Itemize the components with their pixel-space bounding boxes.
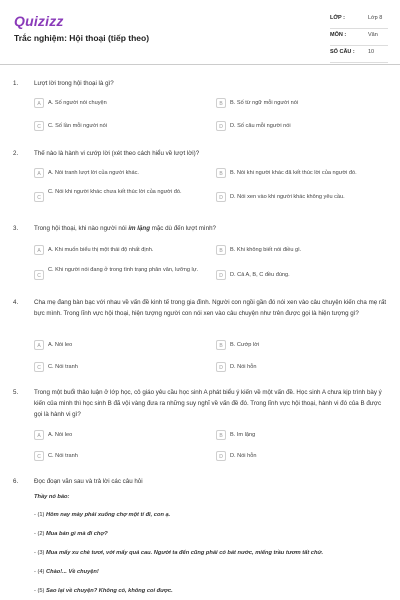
option-a[interactable] — [34, 427, 204, 443]
meta-table — [330, 12, 388, 63]
question-text: Đọc đoạn văn sau và trả lời các câu hỏi — [34, 478, 143, 485]
option-text: C. Số lần mỗi người nói — [48, 123, 108, 129]
option-d[interactable] — [216, 267, 392, 283]
option-d[interactable] — [216, 448, 392, 464]
passage-heading: Thầy nó bảo: — [34, 494, 70, 500]
option-letter: A — [34, 245, 44, 255]
option-d[interactable] — [216, 118, 392, 134]
line-number: - (4) — [34, 569, 47, 575]
option-letter: B — [216, 168, 226, 178]
option-letter: A — [34, 340, 44, 350]
meta-row-class — [330, 12, 388, 29]
option-letter: D — [216, 451, 226, 461]
meta-key: LỚP : — [330, 15, 345, 21]
page-title: Trắc nghiệm: Hội thoại (tiếp theo) — [14, 33, 150, 43]
option-text: B. Cướp lời — [230, 342, 260, 348]
option-text: B. Khi không biết nói điều gì. — [230, 247, 302, 253]
meta-row-subject — [330, 29, 388, 46]
quizizz-logo: Quizizz — [14, 13, 64, 29]
question-text-part: Trong hội thoại, khi nào người nói — [34, 225, 129, 232]
option-b[interactable] — [216, 337, 392, 353]
option-text: D. Nói hỗn — [230, 453, 257, 459]
question-text: Thế nào là hành vi cướp lời (xét theo cách hiểu về lượt lời)? — [34, 150, 200, 157]
option-letter: B — [216, 98, 226, 108]
option-b[interactable] — [216, 427, 392, 443]
option-letter: C — [34, 451, 44, 461]
option-b[interactable] — [216, 165, 392, 181]
option-letter: A — [34, 168, 44, 178]
question-text-part: mặc dù đến lượt mình? — [149, 225, 216, 232]
option-letter: C — [34, 270, 44, 280]
option-b[interactable] — [216, 242, 392, 258]
line-text: Sao lại về chuyện? Không có, không coi được. — [46, 588, 173, 594]
option-letter: A — [34, 98, 44, 108]
passage-line — [34, 512, 170, 518]
meta-value: Lớp 8 — [368, 15, 383, 21]
passage-line — [34, 588, 173, 594]
passage-line — [34, 569, 99, 575]
question-number: 3. — [13, 225, 19, 232]
question-number: 4. — [13, 299, 19, 306]
option-letter: B — [216, 340, 226, 350]
option-c[interactable] — [34, 264, 204, 286]
option-c[interactable] — [34, 448, 204, 464]
option-text: C. Nói tranh — [48, 453, 78, 459]
option-text: A. Nói tranh lượt lời của người khác. — [48, 170, 139, 176]
option-a[interactable] — [34, 95, 204, 111]
option-d[interactable] — [216, 359, 392, 375]
option-text: D. Cả A, B, C đều đúng. — [230, 272, 290, 278]
option-text: C. Nói tranh — [48, 364, 78, 370]
line-number: - (5) — [34, 588, 47, 594]
passage-line — [34, 531, 108, 537]
meta-row-count — [330, 46, 388, 63]
option-text: A. Khi muốn biểu thị một thái độ nhất định. — [48, 247, 154, 253]
line-number: - (1) — [34, 512, 47, 518]
question-text: Cha mẹ đang bàn bạc với nhau về vấn đề kinh tế trong gia đình. Người con ngồi gần đó nói xen vào câu chuyện kiến cha mẹ rất bực mình. Trong lĩnh vực hội thoại, hiện tượng người con nói xen vào câu chuyện như trên được gọi là hiện tượng gì? — [34, 299, 387, 317]
question-number: 6. — [13, 478, 19, 485]
line-text: Mua mấy xu chè tươi, với mấy quả cau. Người ta đến cũng phải có bát nước, miếng trầu tươm tất chứ. — [46, 550, 324, 556]
option-text: C. Khi người nói đang ở trong tình trạng phân vân, lưỡng lự. — [48, 267, 199, 273]
option-letter: C — [34, 362, 44, 372]
question-number: 2. — [13, 150, 19, 157]
option-text: D. Nói hỗn — [230, 364, 257, 370]
option-text: D. Số câu mỗi người nói — [230, 123, 291, 129]
worksheet-header — [0, 0, 400, 62]
option-a[interactable] — [34, 242, 204, 258]
option-letter: C — [34, 192, 44, 202]
question-text — [34, 223, 388, 234]
option-text: A. Nói leo — [48, 432, 73, 438]
option-text: C. Nói khi người khác chưa kết thúc lời của người đó. — [48, 189, 182, 195]
option-c[interactable] — [34, 186, 204, 208]
header-divider — [0, 64, 400, 65]
option-text: B. Im lặng — [230, 432, 256, 438]
option-letter: B — [216, 245, 226, 255]
meta-key: MÔN : — [330, 32, 347, 38]
line-text: Chào!... Về chuyện! — [46, 569, 99, 575]
meta-value: 10 — [368, 49, 375, 55]
line-number: - (3) — [34, 550, 47, 556]
option-text: B. Nói khi người khác đã kết thúc lời của người đó. — [230, 170, 357, 176]
option-letter: D — [216, 192, 226, 202]
option-a[interactable] — [34, 337, 204, 353]
option-text: D. Nói xen vào khi người khác không yêu cầu. — [230, 194, 345, 200]
option-letter: D — [216, 121, 226, 131]
option-c[interactable] — [34, 118, 204, 134]
question-number: 1. — [13, 80, 19, 87]
question-text-emphasis: im lặng — [128, 225, 150, 232]
option-letter: B — [216, 430, 226, 440]
option-letter: D — [216, 270, 226, 280]
option-b[interactable] — [216, 95, 392, 111]
option-a[interactable] — [34, 165, 204, 181]
question-text: Trong một buổi thảo luận ở lớp học, cô giáo yêu cầu học sinh A phát biểu ý kiến về một vấn đề. Học sinh A chưa kịp trình bày ý kiến của mình thì học sinh B đã vội vàng đưa ra những suy nghĩ về vấn đề đó. Trong lĩnh vực hội thoại, hành vi đó của B được gọi là hành vi gì? — [34, 389, 382, 418]
meta-key: SỐ CÂU : — [330, 49, 355, 55]
line-number: - (2) — [34, 531, 47, 537]
question-text: Lượt lời trong hội thoại là gì? — [34, 80, 114, 87]
option-d[interactable] — [216, 189, 392, 205]
option-text: B. Số từ ngữ mỗi người nói — [230, 100, 299, 106]
line-text: Hôm nay mày phải xuống chợ một tí đi, con ạ. — [46, 512, 171, 518]
question-number: 5. — [13, 389, 19, 396]
option-letter: C — [34, 121, 44, 131]
meta-value: Văn — [368, 32, 378, 38]
passage-line — [34, 550, 323, 556]
option-letter: A — [34, 430, 44, 440]
line-text: Mua bán gì mà đi chợ? — [46, 531, 108, 537]
option-text: A. Số người nói chuyện — [48, 100, 107, 106]
option-c[interactable] — [34, 359, 204, 375]
option-letter: D — [216, 362, 226, 372]
option-text: A. Nói leo — [48, 342, 73, 348]
